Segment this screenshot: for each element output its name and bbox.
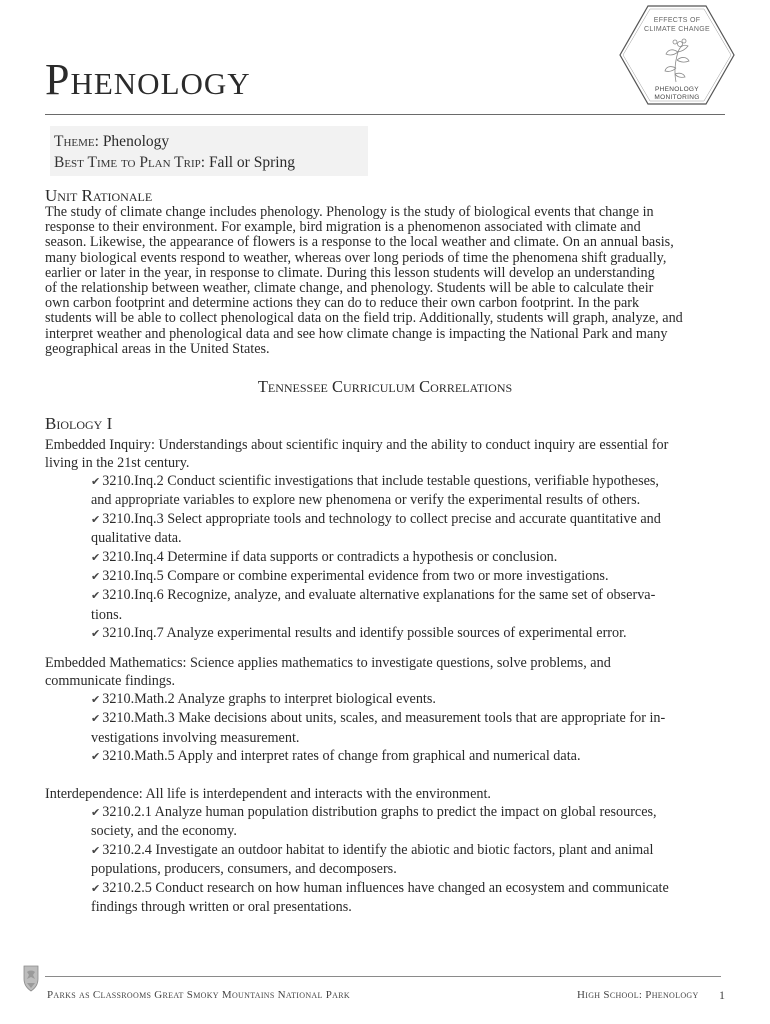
checkmark-icon: ✔ bbox=[91, 628, 101, 641]
list-item: ✔ 3210.Inq.6 Recognize, analyze, and evaluate alternative explanations for the same set of observa- bbox=[91, 587, 656, 604]
page-title: Phenology bbox=[45, 55, 251, 104]
checkmark-icon: ✔ bbox=[91, 571, 101, 584]
list-item: ✔ 3210.2.5 Conduct research on how human influences have changed an ecosystem and communicate bbox=[91, 879, 669, 896]
list-item-continuation: populations, producers, consumers, and decomposers. bbox=[91, 861, 397, 878]
footer-right-text: High School: Phenology bbox=[577, 989, 699, 1001]
inquiry-intro: Embedded Inquiry: Understandings about scientific inquiry and the ability to conduct inquiry are essential for living in the 21st century. bbox=[45, 437, 669, 471]
list-item: ✔ 3210.Math.5 Apply and interpret rates of change from graphical and numerical data. bbox=[91, 748, 581, 765]
list-item: ✔ 3210.Inq.4 Determine if data supports or contradicts a hypothesis or conclusion. bbox=[91, 548, 558, 565]
rationale-heading: Unit Rationale bbox=[45, 186, 153, 205]
footer-divider bbox=[45, 976, 721, 977]
math-intro: Embedded Mathematics: Science applies mathematics to investigate questions, solve problems, and communicate findings. bbox=[45, 655, 611, 689]
title-divider bbox=[45, 114, 725, 115]
hexagon-badge-icon bbox=[618, 4, 736, 106]
list-item: ✔ 3210.Math.3 Make decisions about units, scales, and measurement tools that are appropriate for in- bbox=[91, 710, 666, 727]
interdependence-list bbox=[91, 803, 721, 916]
checkmark-icon: ✔ bbox=[91, 807, 101, 819]
checkmark-icon: ✔ bbox=[91, 513, 101, 526]
list-item: ✔ 3210.2.4 Investigate an outdoor habitat to identify the abiotic and biotic factors, plant and animal bbox=[91, 841, 654, 858]
theme-line: Theme: Phenology bbox=[54, 133, 170, 150]
checkmark-icon: ✔ bbox=[91, 694, 101, 706]
list-item-continuation: vestigations involving measurement. bbox=[91, 729, 300, 746]
checkmark-icon: ✔ bbox=[91, 882, 101, 895]
list-item: ✔ 3210.Math.2 Analyze graphs to interpret biological events. bbox=[91, 691, 436, 707]
list-item-continuation: findings through written or oral presentations. bbox=[91, 899, 352, 916]
list-item: ✔ 3210.Inq.2 Conduct scientific investigations that include testable questions, verifiable hypotheses, bbox=[91, 473, 659, 489]
checkmark-icon: ✔ bbox=[91, 751, 101, 764]
rationale-paragraph: The study of climate change includes phenology. Phenology is the study of biological events that change in response to their environment. For example, bird migration is a phenomenon associated with climate and season. Likewise, the appearance of flowers is a response to the local weather and climate. On an annual basis, many biological events respond to weather, whereas over long periods of time the phenomena shift gradually, earlier or later in the year, in response to climate. During this lesson students will develop an understanding of the relationship between weather, climate change, and phenology. Students will be able to calculate their own carbon footprint and determine actions they can do to reduce their own carbon footprint. In the park students will be able to collect phenological data on the field trip. Additionally, students will graph, analyze, and interpret weather and phenological data and see how climate change is impacting the National Park and many geographical areas in the United States. bbox=[45, 204, 683, 357]
list-item-continuation: and appropriate variables to explore new phenomena or verify the experimental results of others. bbox=[91, 492, 641, 509]
subject-heading: Biology I bbox=[45, 414, 113, 433]
badge-top-label: EFFECTS OF CLIMATE CHANGE bbox=[644, 17, 710, 33]
list-item: ✔ 3210.Inq.3 Select appropriate tools and technology to collect precise and accurate quantitative and bbox=[91, 510, 661, 527]
checkmark-icon: ✔ bbox=[91, 713, 101, 726]
arrowhead-logo-icon bbox=[22, 963, 40, 993]
badge-bottom-label: PHENOLOGY MONITORING bbox=[654, 86, 700, 101]
list-item: ✔ 3210.Inq.5 Compare or combine experimental evidence from two or more investigations. bbox=[91, 568, 609, 585]
correlations-heading: Tennessee Curriculum Correlations bbox=[257, 377, 513, 396]
list-item: ✔ 3210.Inq.7 Analyze experimental results and identify possible sources of experimental error. bbox=[91, 625, 627, 642]
list-item-continuation: qualitative data. bbox=[91, 530, 182, 547]
trip-line: Best Time to Plan Trip: Fall or Spring bbox=[54, 154, 296, 171]
page-number: 1 bbox=[719, 988, 725, 1002]
checkmark-icon: ✔ bbox=[91, 476, 101, 488]
interdependence-intro: Interdependence: All life is interdependent and interacts with the environment. bbox=[45, 786, 491, 802]
checkmark-icon: ✔ bbox=[91, 590, 101, 603]
checkmark-icon: ✔ bbox=[91, 551, 101, 564]
math-list bbox=[91, 690, 721, 767]
list-item: ✔ 3210.2.1 Analyze human population distribution graphs to predict the impact on global resources, bbox=[91, 804, 657, 820]
inquiry-list bbox=[91, 472, 721, 644]
checkmark-icon: ✔ bbox=[91, 844, 101, 857]
list-item-continuation: tions. bbox=[91, 606, 123, 623]
list-item-continuation: society, and the economy. bbox=[91, 823, 237, 840]
footer-left-text: Parks as Classrooms Great Smoky Mountains National Park bbox=[47, 989, 350, 1001]
